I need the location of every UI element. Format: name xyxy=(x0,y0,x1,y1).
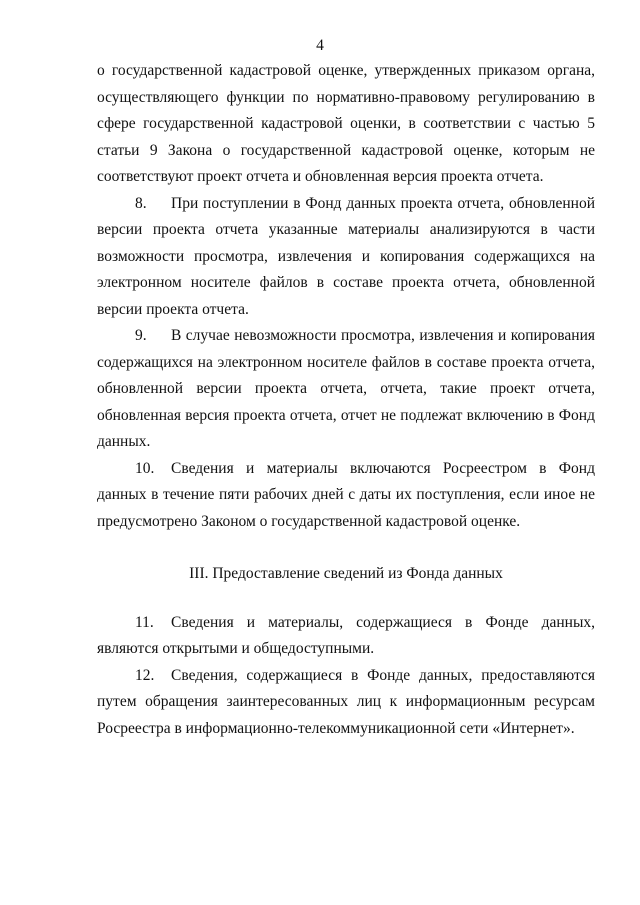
paragraph-continuation xyxy=(97,58,595,191)
paragraph-number: 10. xyxy=(135,459,155,477)
paragraph-number: 12. xyxy=(135,666,155,684)
paragraph-text: При поступлении в Фонд данных проекта отчета, обновленной версии проекта отчета указанные материалы анализируются в части возможности просмотра, извлечения и копирования содержащихся на электронном носителе файлов в составе проекта отчета, обновленной версии проекта отчета. xyxy=(97,194,595,318)
paragraph-8 xyxy=(97,191,595,324)
paragraph-number: 11. xyxy=(135,613,154,631)
page-number: 4 xyxy=(316,37,324,54)
paragraph-text: В случае невозможности просмотра, извлечения и копирования содержащихся на электронном носителе файлов в составе проекта отчета, обновленной версии проекта отчета, отчета, такие проект отчета, обновленная версия проекта отчета, отчет не подлежат включению в Фонд данных. xyxy=(97,327,595,450)
paragraph-10 xyxy=(97,456,595,536)
paragraph-number: 9. xyxy=(135,327,147,344)
document-body xyxy=(97,58,595,742)
paragraph-text: о государственной кадастровой оценке, утвержденных приказом органа, осуществляющего функции по нормативно-правовому регулированию в сфере государственной кадастровой оценки, в соответствии с частью 5 статьи 9 Закона о государственной кадастровой оценке, которым не соответствуют проект отчета и обновленная версия проекта отчета. xyxy=(97,62,595,185)
paragraph-text: Сведения и материалы включаются Росреестром в Фонд данных в течение пяти рабочих дней с даты их поступления, если иное не предусмотрено Законом о государственной кадастровой оценке. xyxy=(97,459,595,530)
paragraph-12 xyxy=(97,663,595,743)
paragraph-11 xyxy=(97,610,595,663)
paragraph-text: Сведения, содержащиеся в Фонде данных, предоставляются путем обращения заинтересованных лиц к информационным ресурсам Росреестра в информационно-телекоммуникационной сети «Интернет». xyxy=(97,666,595,737)
section-heading: III. Предоставление сведений из Фонда данных xyxy=(189,565,503,582)
paragraph-text: Сведения и материалы, содержащиеся в Фонде данных, являются открытыми и общедоступными. xyxy=(97,613,595,657)
paragraph-number: 8. xyxy=(135,194,147,212)
paragraph-9 xyxy=(97,323,595,456)
